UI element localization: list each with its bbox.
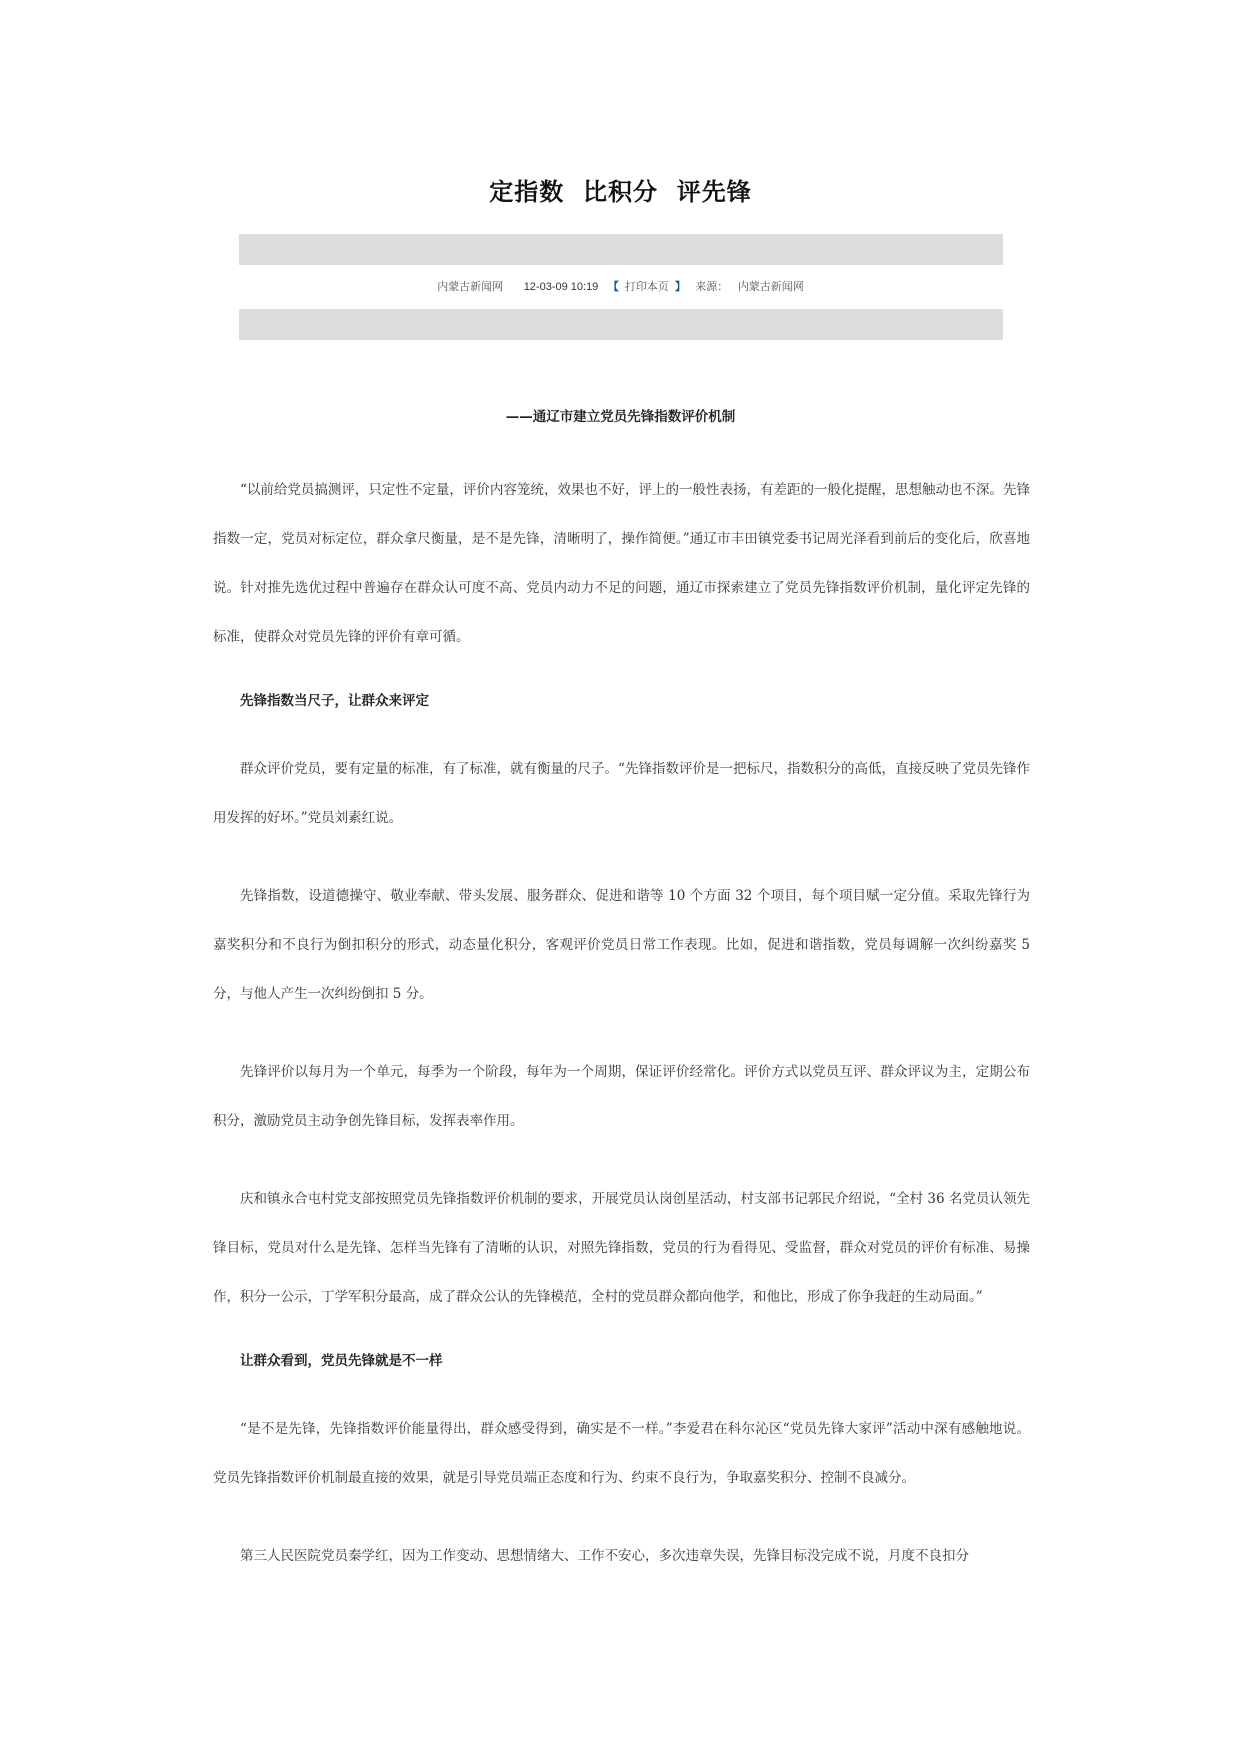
meta-source-label: 来源： <box>695 280 729 293</box>
meta-bracket-open: 【 <box>607 280 619 293</box>
meta-site: 内蒙古新闻网 <box>437 280 504 293</box>
article-meta <box>0 278 1241 294</box>
section-heading: 先锋指数当尺子，让群众来评定 <box>240 693 429 709</box>
article-subtitle: ——通辽市建立党员先锋指数评价机制 <box>505 409 736 425</box>
header-divider-bar-top <box>239 234 1003 265</box>
body-paragraph: 先锋指数，设道德操守、敬业奉献、带头发展、服务群众、促进和谐等 10 个方面 32 个项目，每个项目赋一定分值。采取先锋行为嘉奖积分和不良行为倒扣积分的形式，动态量化积分，客观评价党员日常工作表现。比如，促进和谐指数，党员每调解一次纠纷嘉奖 5 分，与他人产生一次纠纷倒扣 5 分。 <box>213 888 1030 1002</box>
article-body <box>213 466 1030 1610</box>
print-page-link[interactable]: 打印本页 <box>624 280 669 293</box>
body-paragraph: 庆和镇永合屯村党支部按照党员先锋指数评价机制的要求，开展党员认岗创星活动，村支部书记郭民介绍说，“全村 36 名党员认领先锋目标，党员对什么是先锋、怎样当先锋有了清晰的认识，对照先锋指数，党员的行为看得见、受监督，群众对党员的评价有标准、易操作，积分一公示，丁学军积分最高，成了群众公认的先锋模范，全村的党员群众都向他学，和他比，形成了你争我赶的生动局面。” <box>213 1191 1030 1305</box>
body-paragraph: 先锋评价以每月为一个单元，每季为一个阶段，每年为一个周期，保证评价经常化。评价方式以党员互评、群众评议为主，定期公布积分，激励党员主动争创先锋目标，发挥表率作用。 <box>213 1064 1030 1129</box>
body-paragraph: 第三人民医院党员秦学红，因为工作变动、思想情绪大、工作不安心，多次违章失误，先锋目标没完成不说，月度不良扣分 <box>240 1548 969 1564</box>
header-divider-bar-bottom <box>239 309 1003 340</box>
meta-bracket-close: 】 <box>674 280 686 293</box>
body-paragraph: 群众评价党员，要有定量的标准，有了标准，就有衡量的尺子。“先锋指数评价是一把标尺，指数积分的高低，直接反映了党员先锋作用发挥的好坏。”党员刘素红说。 <box>213 761 1030 826</box>
section-heading: 让群众看到，党员先锋就是不一样 <box>240 1353 443 1369</box>
meta-source-value: 内蒙古新闻网 <box>737 280 804 293</box>
article-title: 定指数 比积分 评先锋 <box>489 178 752 206</box>
body-paragraph: “以前给党员搞测评，只定性不定量，评价内容笼统，效果也不好，评上的一般性表扬，有差距的一般化提醒，思想触动也不深。先锋指数一定，党员对标定位，群众拿尺衡量，是不是先锋，清晰明了，操作简便。”通辽市丰田镇党委书记周光泽看到前后的变化后，欣喜地说。针对推先选优过程中普遍存在群众认可度不高、党员内动力不足的问题，通辽市探索建立了党员先锋指数评价机制，量化评定先锋的标准，使群众对党员先锋的评价有章可循。 <box>213 482 1030 645</box>
meta-datetime: 12-03-09 10:19 <box>523 281 599 293</box>
body-paragraph: “是不是先锋，先锋指数评价能量得出，群众感受得到，确实是不一样。”李爱君在科尔沁区“党员先锋大家评”活动中深有感触地说。党员先锋指数评价机制最直接的效果，就是引导党员端正态度和行为、约束不良行为，争取嘉奖积分、控制不良减分。 <box>213 1421 1030 1486</box>
